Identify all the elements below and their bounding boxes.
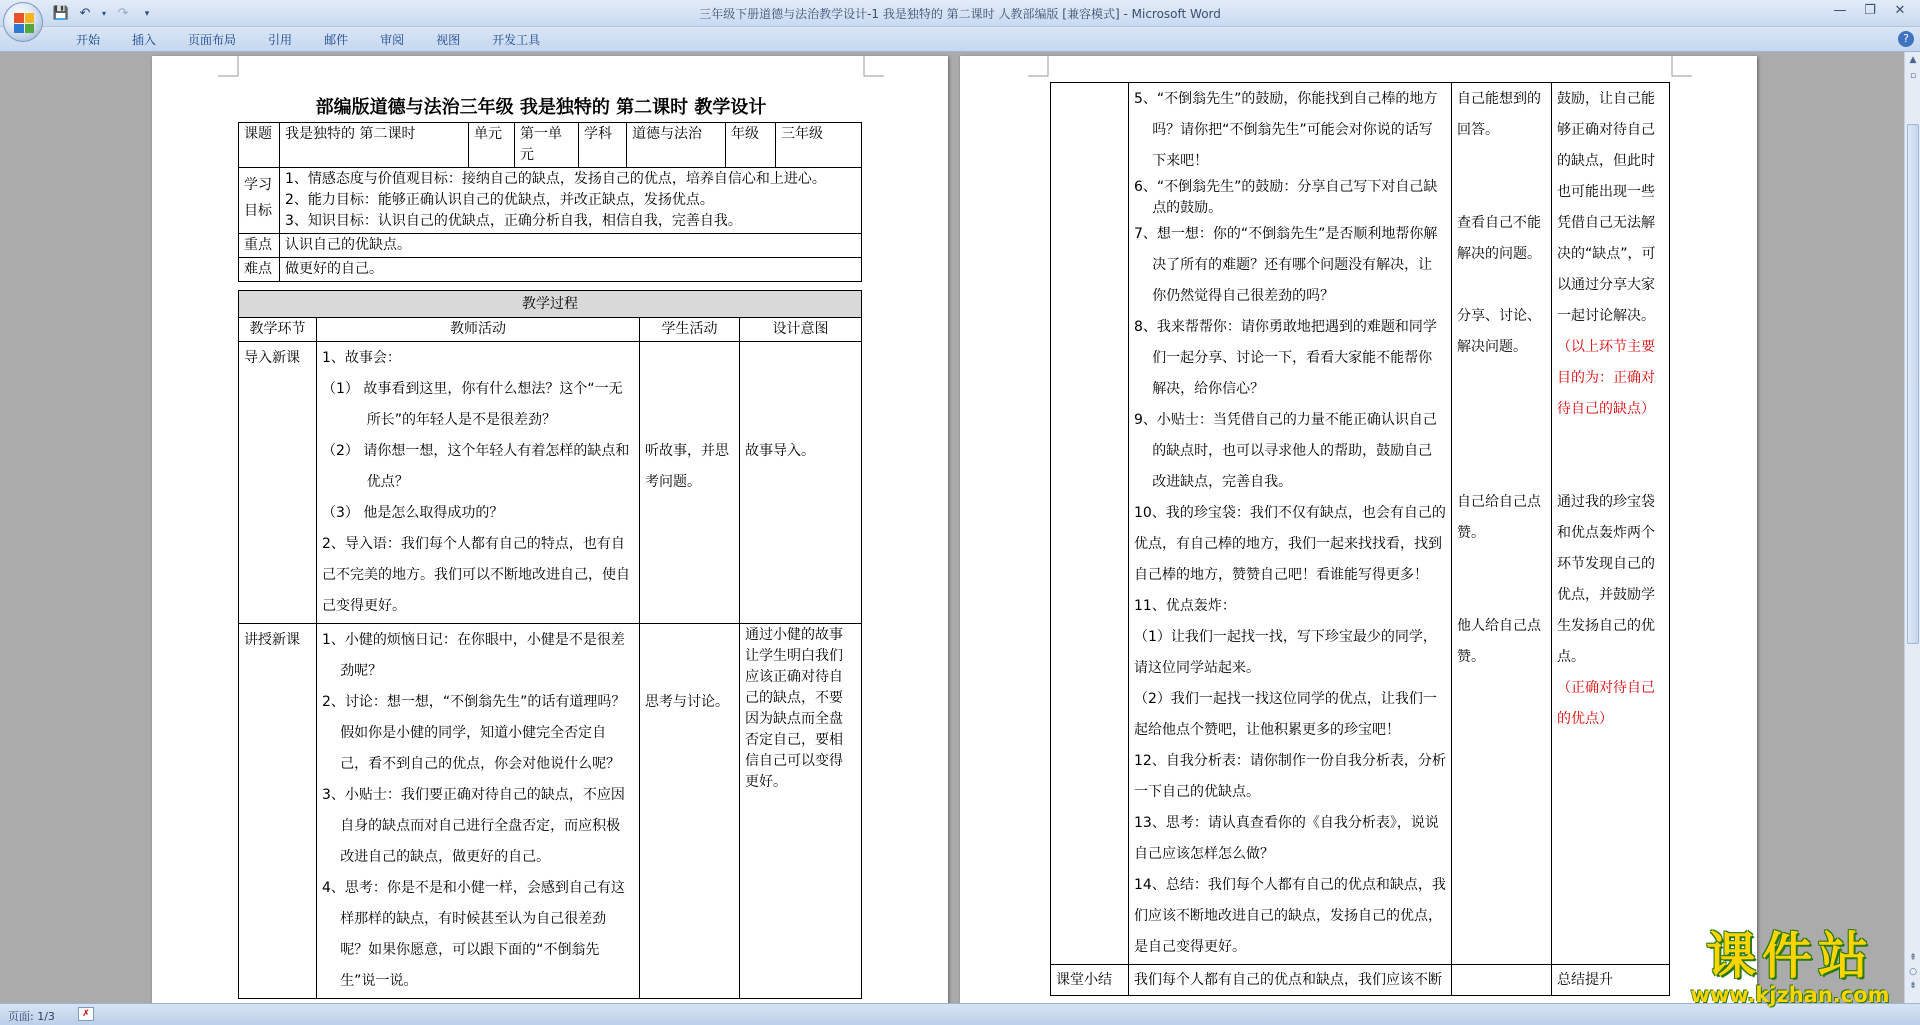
student-activity-cell (1452, 83, 1552, 965)
student-activity-cell (640, 624, 740, 999)
activity-line: 13、思考：请认真查看你的《自我分析表》，说说自己应该怎样怎么做？ (1134, 815, 1439, 862)
stage-cell: 讲授新课 (239, 624, 317, 999)
stage-cell: 导入新课 (239, 342, 317, 624)
table-row (239, 624, 862, 999)
design-intent-cell (740, 342, 862, 624)
title-bar (0, 0, 1920, 27)
difficulty-label: 难点 (239, 258, 280, 282)
activity-line: （1）让我们一起找一找，写下珍宝最少的同学，请这位同学站起来。 (1134, 629, 1437, 676)
minimize-icon[interactable]: — (1833, 3, 1847, 18)
ruler-toggle-icon[interactable]: ▫ (1909, 71, 1917, 81)
column-header: 学生活动 (640, 318, 740, 342)
activity-line: （3） 他是怎么取得成功的？ (322, 505, 504, 521)
column-header: 设计意图 (740, 318, 862, 342)
design-intent-emphasis: （以上环节主要目的为：正确对待自己的缺点） (1557, 339, 1655, 417)
activity-line: 1、故事会： (322, 350, 401, 366)
help-icon[interactable]: ? (1898, 31, 1914, 47)
tab-mailings[interactable]: 邮件 (324, 33, 349, 47)
design-intent-cell (1552, 83, 1670, 965)
dropdown-arrow-icon[interactable]: ▾ (101, 9, 106, 18)
student-activity-cell (640, 342, 740, 624)
design-intent-text: 鼓励，让自己能够正确对待自己的缺点，但此时也可能出现一些凭借自己无法解决的“缺点”，可以通过分享大家一起讨论解决。 (1557, 91, 1656, 324)
restore-icon[interactable]: ❐ (1864, 3, 1876, 18)
process-table-continued (1050, 82, 1670, 996)
activity-line: 5、“不倒翁先生”的鼓励，你能找到自己棒的地方吗？请你把“不倒翁先生”可能会对你说的话写下来吧！ (1134, 91, 1438, 169)
design-intent-text: 故事导入。 (745, 443, 815, 459)
grade-label: 年级 (726, 123, 776, 168)
browse-object-icon[interactable]: ○ (1909, 967, 1917, 977)
topic-value: 我是独特的 第二课时 (280, 123, 469, 168)
document-page-1 (152, 56, 948, 1003)
info-table (238, 122, 862, 282)
goal-item: 2、能力目标：能够正确认识自己的优缺点，并改正缺点，发扬优点。 (285, 192, 714, 208)
design-intent-emphasis: （正确对待自己的优点） (1557, 680, 1655, 727)
vertical-scrollbar[interactable] (1904, 52, 1920, 1003)
table-row (239, 342, 862, 624)
student-activity-text: 思考与讨论。 (645, 694, 729, 710)
watermark-logo (1670, 928, 1910, 1010)
design-intent-cell: 通过小健的故事让学生明白我们应该正确对待自己的缺点，不要因为缺点而全盘否定自己，要相信自己可以变得更好。 (740, 624, 862, 999)
activity-line: 11、优点轰炸： (1134, 598, 1236, 614)
student-activity-text: 分享、讨论、解决问题。 (1457, 308, 1541, 355)
crop-mark-icon (1670, 56, 1692, 78)
teacher-activity-cell: 我们每个人都有自己的优点和缺点，我们应该不断 (1129, 965, 1452, 996)
activity-line: 2、讨论：想一想，“不倒翁先生”的话有道理吗？假如你是小健的同学，知道小健完全否定自己，看不到自己的优点，你会对他说什么呢？ (322, 694, 626, 772)
activity-line: （1） 故事看到这里，你有什么想法？这个“一无所长”的年轻人是不是很差劲？ (322, 381, 623, 428)
window-controls (1826, 2, 1914, 22)
student-activity-text: 自己能想到的回答。 (1457, 91, 1541, 138)
window-title: 三年级下册道德与法治教学设计-1 我是独特的 第二课时 人教部编版 [兼容模式] - Microsoft Word (699, 7, 1221, 21)
page-indicator[interactable]: 页面: 1/3 (8, 1010, 55, 1023)
design-intent-cell: 总结提升 (1552, 965, 1670, 996)
activity-line: 14、总结：我们每个人都有自己的优点和缺点，我们应该不断地改进自己的缺点，发扬自己的优点，是自己变得更好。 (1134, 877, 1446, 955)
save-icon[interactable]: 💾 (52, 6, 70, 21)
undo-icon[interactable]: ↶ (79, 6, 91, 21)
proofing-icon[interactable]: ✗ (78, 1007, 94, 1021)
student-activity-cell (1452, 965, 1552, 996)
goal-item: 1、情感态度与价值观目标：接纳自己的缺点，发扬自己的优点，培养自信心和上进心。 (285, 171, 826, 187)
activity-line: 12、自我分析表：请你制作一份自我分析表，分析一下自己的优缺点。 (1134, 753, 1446, 800)
table-row (239, 123, 862, 168)
scroll-up-icon[interactable]: ▲ (1909, 55, 1917, 65)
activity-line: 1、小健的烦恼日记：在你眼中，小健是不是很差劲呢？ (322, 632, 625, 679)
activity-line: 3、小贴士：我们要正确对待自己的缺点，不应因自身的缺点而对自己进行全盘否定，而应积极改进自己的缺点，做更好的自己。 (322, 787, 625, 865)
difficulty-value: 做更好的自己。 (280, 258, 862, 282)
status-bar (0, 1003, 1920, 1025)
previous-page-icon[interactable]: ⇞ (1909, 953, 1917, 963)
student-activity-text: 自己给自己点赞。 (1457, 494, 1541, 541)
tab-developer[interactable]: 开发工具 (492, 33, 541, 47)
document-title: 部编版道德与法治三年级 我是独特的 第二课时 教学设计 (315, 97, 767, 118)
redo-icon[interactable]: ↷ (117, 6, 129, 21)
activity-line: 4、思考：你是不是和小健一样，会感到自己有这样那样的缺点，有时候甚至认为自己很差劲呢？如果你愿意，可以跟下面的“不倒翁先生”说一说。 (322, 880, 625, 989)
close-icon[interactable]: ✕ (1894, 3, 1906, 18)
topic-label: 课题 (239, 123, 280, 168)
column-header: 教学环节 (239, 318, 317, 342)
office-logo-icon (14, 13, 34, 33)
next-page-icon[interactable]: ⇟ (1909, 981, 1917, 991)
tab-insert[interactable]: 插入 (132, 33, 157, 47)
activity-line: 9、小贴士：当凭借自己的力量不能正确认识自己的缺点时，也可以寻求他人的帮助，鼓励自己改进缺点，完善自我。 (1134, 412, 1437, 490)
process-header: 教学过程 (239, 291, 862, 318)
tab-page-layout[interactable]: 页面布局 (188, 33, 237, 47)
crop-mark-icon (218, 56, 240, 78)
ribbon-tabs (60, 30, 556, 50)
crop-mark-icon (1028, 56, 1050, 78)
table-row (239, 291, 862, 318)
table-row (239, 258, 862, 282)
student-activity-text: 他人给自己点赞。 (1457, 618, 1541, 665)
activity-line: 6、“不倒翁先生”的鼓励：分享自己写下对自己缺点的鼓励。 (1134, 179, 1438, 216)
teacher-activity-cell (317, 624, 640, 999)
unit-value: 第一单元 (515, 123, 579, 168)
student-activity-text: 听故事，并思考问题。 (645, 443, 729, 490)
grade-value: 三年级 (776, 123, 862, 168)
table-row (239, 318, 862, 342)
goal-item: 3、知识目标：认识自己的优缺点，正确分析自我，相信自我，完善自我。 (285, 213, 742, 229)
teacher-activity-cell (317, 342, 640, 624)
activity-line: （2） 请你想一想，这个年轻人有着怎样的缺点和优点？ (322, 443, 630, 490)
subject-label: 学科 (579, 123, 627, 168)
activity-line: 2、导入语：我们每个人都有自己的特点，也有自己不完美的地方。我们可以不断地改进自己，使自己变得更好。 (322, 536, 630, 614)
activity-line: 8、我来帮帮你：请你勇敢地把遇到的难题和同学们一起分享、讨论一下，看看大家能不能帮你解决，给你信心？ (1134, 319, 1437, 397)
key-value: 认识自己的优缺点。 (280, 234, 862, 258)
teacher-activity-cell (1129, 83, 1452, 965)
activity-line: 10、我的珍宝袋：我们不仅有缺点，也会有自己的优点，有自己棒的地方，我们一起来找找看，找到自己棒的地方，赞赞自己吧！看谁能写得更多！ (1134, 505, 1446, 583)
table-row (239, 168, 862, 234)
table-row (1051, 965, 1670, 996)
watermark-big-text: 课件站 (1706, 927, 1874, 985)
tab-home[interactable]: 开始 (76, 33, 101, 47)
ribbon-tab-bar (0, 27, 1920, 52)
design-intent-text: 通过我的珍宝袋和优点轰炸两个环节发现自己的优点，并鼓励学生发扬自己的优点。 (1557, 494, 1655, 665)
activity-line: 7、想一想：你的“不倒翁先生”是否顺利地帮你解决了所有的难题？还有哪个问题没有解决，让你仍然觉得自己很差劲的吗？ (1134, 226, 1438, 304)
unit-label: 单元 (469, 123, 515, 168)
office-button[interactable] (3, 2, 43, 42)
column-header: 教师活动 (317, 318, 640, 342)
table-row (239, 234, 862, 258)
key-label: 重点 (239, 234, 280, 258)
goals-label: 学习目标 (239, 168, 280, 234)
customize-qat-icon[interactable]: ▾ (144, 9, 150, 19)
stage-cell: 课堂小结 (1051, 965, 1129, 996)
scrollbar-thumb[interactable] (1907, 124, 1919, 644)
goals-cell (280, 168, 862, 234)
table-row (1051, 83, 1670, 965)
student-activity-text: 查看自己不能解决的问题。 (1457, 215, 1541, 262)
stage-cell (1051, 83, 1129, 965)
activity-line: （2）我们一起找一找这位同学的优点，让我们一起给他点个赞吧，让他积累更多的珍宝吧！ (1134, 691, 1437, 738)
subject-value: 道德与法治 (627, 123, 726, 168)
tab-references[interactable]: 引用 (268, 33, 293, 47)
watermark-url-text: www.kjzhan.com (1690, 983, 1890, 1007)
process-table (238, 290, 862, 999)
tab-review[interactable]: 审阅 (380, 33, 405, 47)
tab-view[interactable]: 视图 (436, 33, 461, 47)
document-area[interactable] (0, 52, 1904, 1003)
document-page-2 (960, 56, 1757, 1003)
crop-mark-icon (862, 56, 884, 78)
